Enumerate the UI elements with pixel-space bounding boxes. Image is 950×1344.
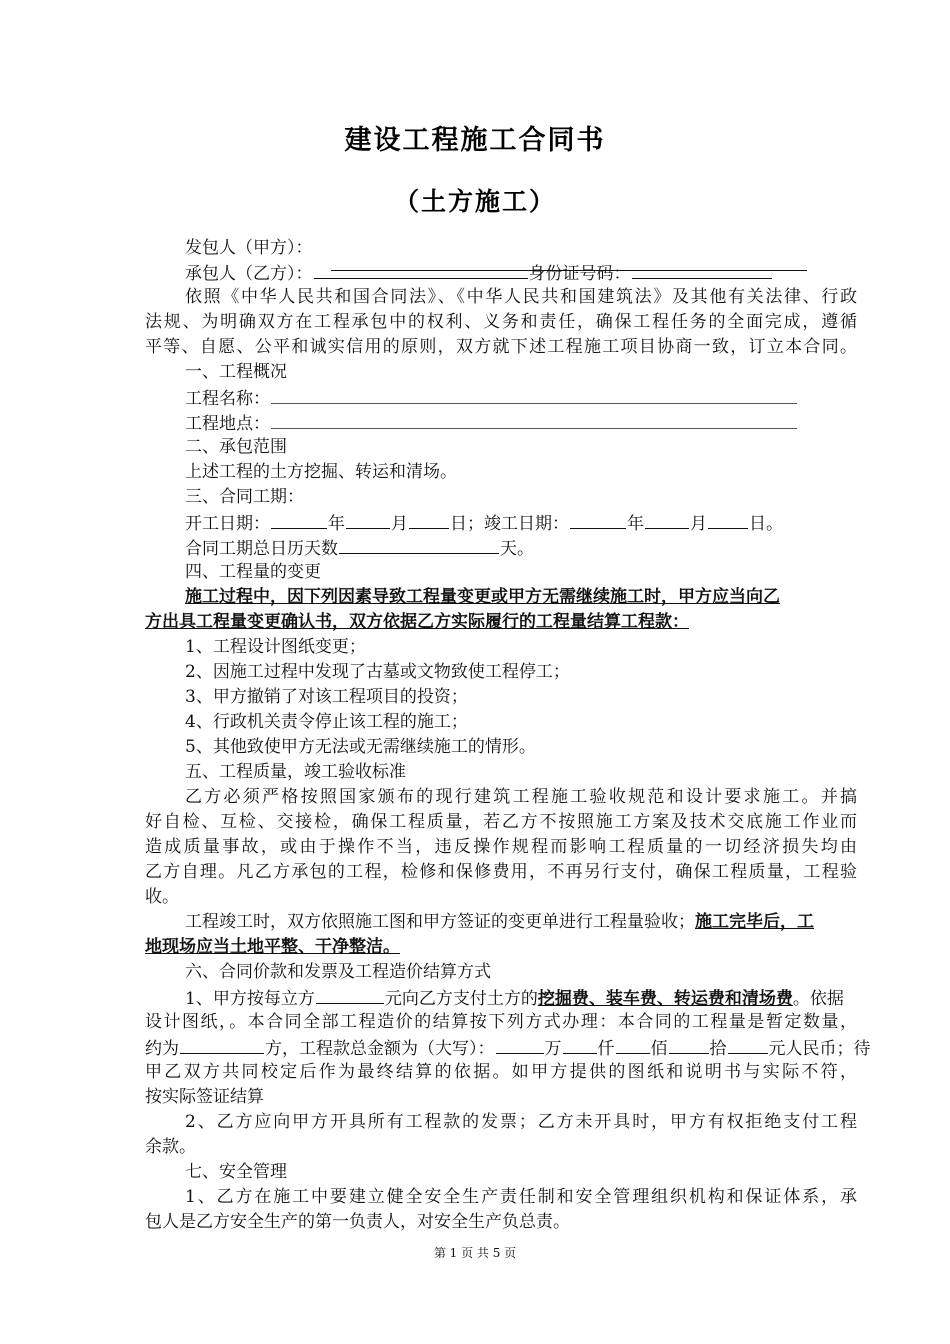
start-year-blank[interactable] <box>271 510 327 529</box>
start-date-label: 开工日期： <box>185 514 270 534</box>
section-2-body: 上述工程的土方挖掘、转运和清场。 <box>185 462 457 482</box>
project-name-line <box>185 385 857 411</box>
amount-text: 约为 <box>145 1039 179 1059</box>
list-item: 4、行政机关责令停止该工程的施工； <box>185 712 468 732</box>
unit-text: 元人民币；待 <box>768 1039 871 1059</box>
section-6-line-1 <box>185 985 857 1011</box>
duration-line <box>185 535 857 561</box>
wan-blank[interactable] <box>496 1035 544 1054</box>
unit-price-blank[interactable] <box>316 985 384 1004</box>
unit-text: 仟 <box>597 1039 615 1059</box>
dates-line <box>185 510 857 536</box>
section-5-title: 五、工程质量，竣工验收标准 <box>185 762 406 782</box>
project-name-label: 工程名称： <box>185 389 270 409</box>
intro-line-3: 平等、自愿、公平和诚实信用的原则，双方就下述工程施工项目协商一致，订立本合同。 <box>145 337 857 357</box>
month-label: 月 <box>391 514 408 534</box>
list-item: 3、甲方撤销了对该工程项目的投资； <box>185 687 468 707</box>
start-month-blank[interactable] <box>346 510 390 529</box>
start-day-blank[interactable] <box>409 510 449 529</box>
list-item: 1、工程设计图纸变更； <box>185 637 366 657</box>
party-b-label: 承包人（乙方）： <box>185 264 313 284</box>
section-1-title: 一、工程概况 <box>185 362 287 382</box>
section-5-line-1: 乙方必须严格按照国家颁布的现行建筑工程施工验收规范和设计要求施工。并搞 <box>185 787 857 807</box>
year-label: 年 <box>328 514 345 534</box>
section-5-line-4: 乙方自理。凡乙方承包的工程，检修和保修费用，不再另行支付，确保工程质量，工程验 <box>145 862 857 882</box>
intro-line-2: 法规、为明确双方在工程承包中的权利、义务和责任，确保工程任务的全面完成，遵循 <box>145 312 857 332</box>
bai-blank[interactable] <box>616 1035 650 1054</box>
year-label: 年 <box>627 514 644 534</box>
section-6-line-3 <box>145 1035 871 1061</box>
day-label: 日； <box>450 514 484 534</box>
unit-text: 万 <box>544 1039 562 1059</box>
page-footer: 第 1 页 共 5 页 <box>433 1246 517 1260</box>
party-b-line <box>185 260 857 286</box>
qian-blank[interactable] <box>563 1035 597 1054</box>
section-6-title: 六、合同价款和发票及工程造价结算方式 <box>185 962 491 982</box>
list-item: 2、因施工过程中发现了古墓或文物致使工程停工； <box>185 662 570 682</box>
price-text: 1、甲方按每立方 <box>185 989 315 1009</box>
unit-text: 拾 <box>709 1039 727 1059</box>
price-text: 元向乙方支付土方的 <box>384 989 538 1009</box>
fee-items-bold: 挖掘费、装车费、转运费和清场费 <box>537 989 793 1009</box>
section-5-line-3: 造成质量事故，或由于操作不当，违反操作规程而影响工程质量的一切经济损失均由 <box>145 837 857 857</box>
document-title: 建设工程施工合同书 <box>344 125 606 156</box>
list-item: 5、其他致使甲方无法或无需继续施工的情形。 <box>185 737 536 757</box>
end-date-label: 竣工日期： <box>484 514 569 534</box>
section-6-line-5: 按实际签证结算 <box>145 1087 264 1107</box>
project-site-blank[interactable] <box>271 410 797 429</box>
yuan-blank[interactable] <box>728 1035 768 1054</box>
project-name-blank[interactable] <box>271 385 797 404</box>
document-subtitle: （土方施工） <box>393 187 556 216</box>
section-5-p2-line-1 <box>185 910 857 934</box>
section-4-bold-line-1: 施工过程中，因下列因素导致工程量变更或甲方无需继续施工时，甲方应当向乙 <box>185 587 780 607</box>
project-site-label: 工程地点： <box>185 414 270 434</box>
party-a-label: 发包人（甲方）： <box>185 238 313 258</box>
end-year-blank[interactable] <box>570 510 626 529</box>
quantity-blank[interactable] <box>180 1035 264 1054</box>
section-7-line-1: 1、乙方在施工中要建立健全安全生产责任制和安全管理组织机构和保证体系，承 <box>185 1187 857 1207</box>
duration-label: 合同工期总日历天数 <box>185 539 338 559</box>
section-6-p2-line-1: 2、乙方应向甲方开具所有工程款的发票；乙方未开具时，甲方有权拒绝支付工程 <box>185 1112 857 1132</box>
section-6-line-4: 甲乙双方共同校定后作为最终结算的依据。如甲方提供的图纸和说明书与实际不符， <box>145 1062 857 1082</box>
cleanup-bold-text: 施工完毕后，工 <box>695 912 814 932</box>
intro-line-1: 依照《中华人民共和国合同法》、《中华人民共和国建筑法》及其他有关法律、行政 <box>185 287 857 307</box>
section-7-line-2: 包人是乙方安全生产的第一负责人，对安全生产负总责。 <box>145 1212 570 1232</box>
end-day-blank[interactable] <box>708 510 748 529</box>
section-6-p2-line-2: 余款。 <box>145 1137 196 1157</box>
price-text: 。依据 <box>792 989 844 1009</box>
strike-line <box>331 270 807 271</box>
section-5-line-2: 好自检、互检、交接检，确保工程质量，若乙方不按照施工方案及技术交底施工作业而 <box>145 812 857 832</box>
project-site-line <box>185 410 857 436</box>
section-7-title: 七、安全管理 <box>185 1162 287 1182</box>
section-4-title: 四、工程量的变更 <box>185 562 321 582</box>
acceptance-text: 工程竣工时，双方依照施工图和甲方签证的变更单进行工程量验收； <box>185 912 695 932</box>
unit-text: 佰 <box>650 1039 668 1059</box>
day-label: 日。 <box>749 514 783 534</box>
section-5-line-5: 收。 <box>145 887 179 907</box>
duration-blank[interactable] <box>339 535 499 554</box>
section-5-p2-line-2: 地现场应当土地平整、干净整洁。 <box>145 937 400 957</box>
section-4-bold-line-2: 方出具工程量变更确认书，双方依据乙方实际履行的工程量结算工程款： <box>145 612 689 632</box>
section-2-title: 二、承包范围 <box>185 437 287 457</box>
section-3-title: 三、合同工期： <box>185 487 304 507</box>
id-number-label: 身份证号码： <box>528 264 631 284</box>
party-a-line <box>185 236 857 260</box>
shi-blank[interactable] <box>669 1035 709 1054</box>
amount-text: 方，工程款总金额为（大写）： <box>265 1039 495 1059</box>
month-label: 月 <box>690 514 707 534</box>
end-month-blank[interactable] <box>645 510 689 529</box>
section-6-line-2: 设计图纸，。本合同全部工程造价的结算按下列方式办理：本合同的工程量是暂定数量， <box>145 1012 857 1032</box>
duration-unit: 天。 <box>500 539 534 559</box>
